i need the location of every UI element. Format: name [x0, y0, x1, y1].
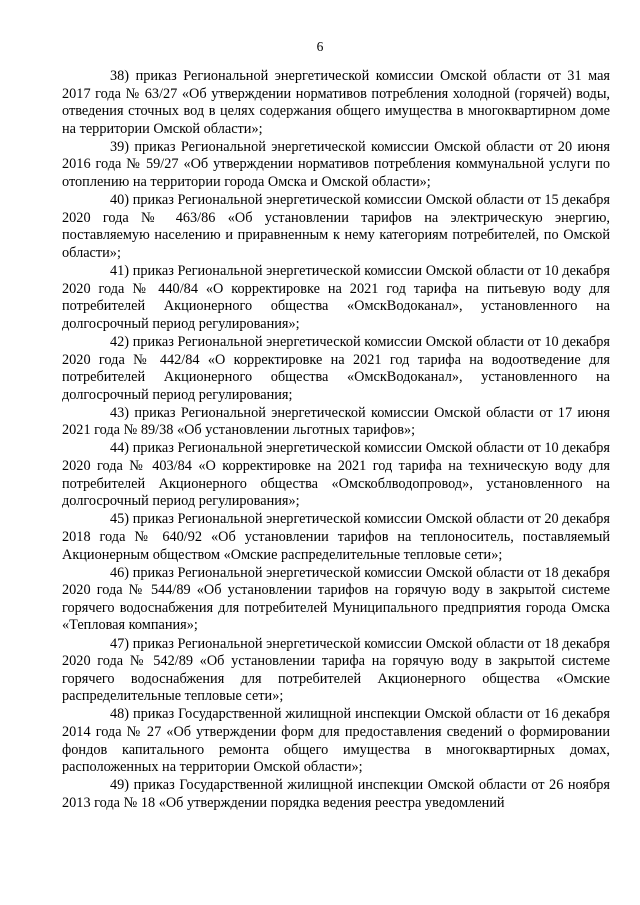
list-item: 49) приказ Государственной жилищной инспекции Омской области от 26 ноября 2013 года № 18 «Об утверждении порядка ведения реестра уведомлений: [62, 777, 610, 811]
list-item: 45) приказ Региональной энергетической комиссии Омской области от 20 декабря 2018 года № 640/92 «Об установлении тарифов на теплоноситель, поставляемый Акционерным обществом «Омские распределительные тепловые сети»;: [62, 511, 610, 563]
list-item: 39) приказ Региональной энергетической комиссии Омской области от 20 июня 2016 года № 59/27 «Об утверждении нормативов потребления коммунальной услуги по отоплению на территории города Омска и Омской области»;: [62, 138, 610, 191]
list-item: 44) приказ Региональной энергетической комиссии Омской области от 10 декабря 2020 года № 403/84 «О корректировке на 2021 год тарифа на техническую воду для потребителей Акционерного общества «Омскоблводопровод», установленного на долгосрочный период регулирования»;: [62, 440, 610, 510]
list-item: 42) приказ Региональной энергетической комиссии Омской области от 10 декабря 2020 года № 442/84 «О корректировке на 2021 год тарифа на водоотведение для потребителей Акционерного общества «ОмскВодоканал», установленного на долгосрочный период регулирования;: [62, 333, 610, 403]
list-item: 38) приказ Региональной энергетической комиссии Омской области от 31 мая 2017 года № 63/27 «Об утверждении нормативов потребления холодной (горячей) воды, отведения сточных вод в целях содержания общего имущества в многоквартирном доме на территории Омской области»;: [62, 68, 610, 137]
list-item: 41) приказ Региональной энергетической комиссии Омской области от 10 декабря 2020 года № 440/84 «О корректировке на 2021 год тарифа на питьевую воду для потребителей Акционерного общества «ОмскВодоканал», установленного на долгосрочный период регулирования»;: [62, 263, 610, 332]
list-item: 48) приказ Государственной жилищной инспекции Омской области от 16 декабря 2014 года № 27 «Об утверждении форм для предоставления сведений о формировании фондов капитального ремонта общего имущества в многоквартирных домах, расположенных на территории Омской области»;: [62, 706, 610, 776]
page-number: 6: [316, 39, 324, 54]
list-item: 40) приказ Региональной энергетической комиссии Омской области от 15 декабря 2020 года № 463/86 «Об установлении тарифов на электрическую энергию, поставляемую населению и приравненным к нему категориям потребителей, по Омской области»;: [62, 192, 610, 261]
list-item: 43) приказ Региональной энергетической комиссии Омской области от 17 июня 2021 года № 89/38 «Об установлении льготных тарифов»;: [62, 404, 610, 439]
document-body: [62, 68, 610, 813]
list-item: 47) приказ Региональной энергетической комиссии Омской области от 18 декабря 2020 года № 542/89 «Об установлении тарифа на горячую воду в закрытой системе горячего водоснабжения для потребителей Акционерного общества «Омские распределительные тепловые сети»;: [62, 635, 610, 705]
list-item: 46) приказ Региональной энергетической комиссии Омской области от 18 декабря 2020 года № 544/89 «Об установлении тарифов на горячую воду в закрытой системе горячего водоснабжения для потребителей Муниципального предприятия города Омска «Тепловая компания»;: [62, 564, 610, 634]
